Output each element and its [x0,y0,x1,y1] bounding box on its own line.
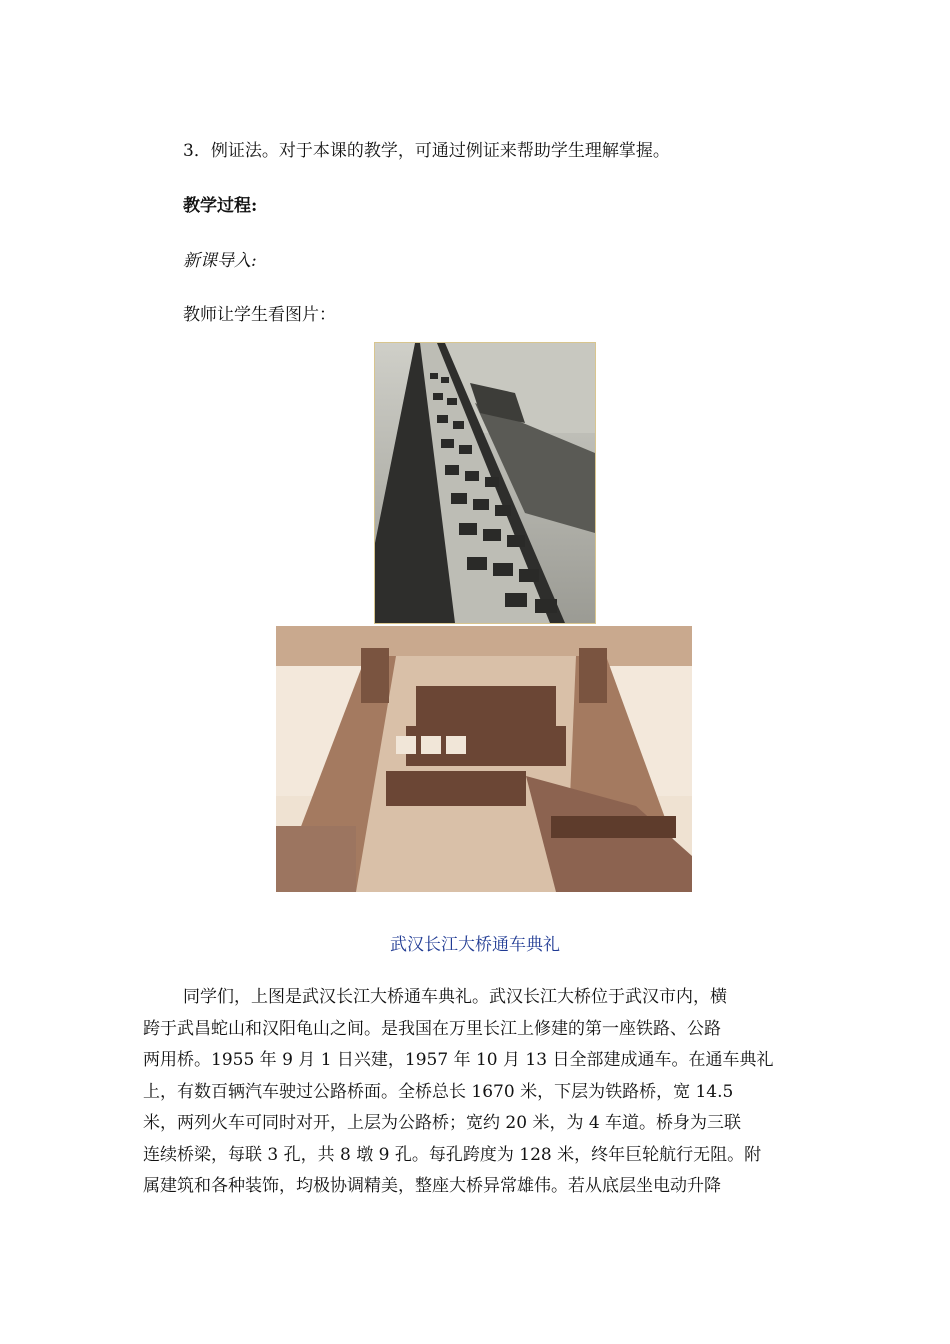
paragraph-line: 属建筑和各种装饰，均极协调精美，整座大桥异常雄伟。若从底层坐电动升降 [143,1176,721,1196]
paragraph-line: 米，两列火车可同时对开，上层为公路桥；宽约 20 米，为 4 车道。桥身为三联 [143,1113,742,1133]
paragraph-line: 同学们，上图是武汉长江大桥通车典礼。武汉长江大桥位于武汉市内，横 [183,987,727,1007]
bridge-photo-top [374,342,596,624]
paragraph-line: 跨于武昌蛇山和汉阳龟山之间。是我国在万里长江上修建的第一座铁路、公路 [143,1018,721,1039]
show-pictures-line: 教师让学生看图片： [183,305,336,325]
figure-caption: 武汉长江大桥通车典礼 [390,935,560,955]
method-line: 3．例证法。对于本课的教学，可通过例证来帮助学生理解掌握。 [183,141,670,161]
intro-heading: 新课导入: [183,251,257,271]
paragraph-line: 连续桥梁，每联 3 孔，共 8 墩 9 孔。每孔跨度为 128 米，终年巨轮航行无阻。附 [143,1144,762,1165]
body-paragraph [143,982,808,1203]
paragraph-line: 两用桥。1955 年 9 月 1 日兴建，1957 年 10 月 13 日全部建成通车。在通车典礼 [143,1050,774,1070]
paragraph-line: 上，有数百辆汽车驶过公路桥面。全桥总长 1670 米，下层为铁路桥，宽 14.5 [143,1081,734,1102]
bridge-photo-bottom [276,626,692,892]
process-heading: 教学过程: [183,196,258,216]
